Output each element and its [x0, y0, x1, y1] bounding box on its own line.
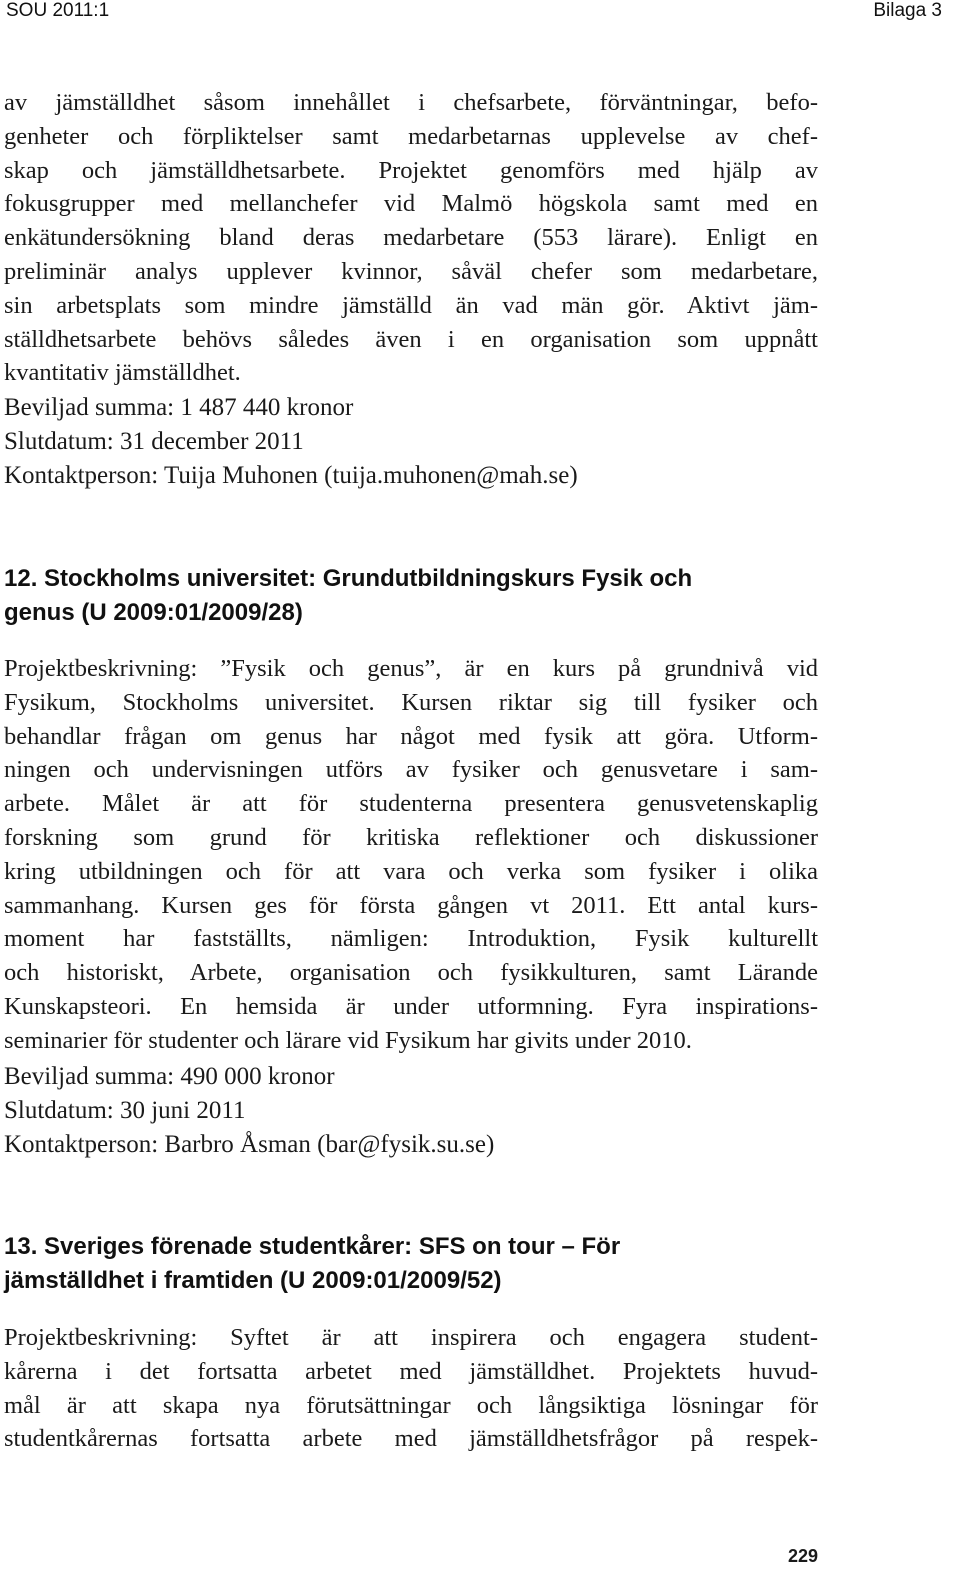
text-line: fokusgrupper med mellanchefer vid Malmö högskola samt med en [4, 190, 818, 218]
amount-row [4, 1060, 494, 1094]
contact-value: Tuija Muhonen (tuija.muhonen@mah.se) [158, 462, 578, 489]
section-11-body [4, 86, 818, 390]
text-line: kring utbildningen och för att vara och verka som fysiker i olika [4, 857, 818, 885]
text-fragment: ”Fysik och genus”, är en kurs på grundnivå vid [197, 655, 818, 682]
heading-line: 12. Stockholms universitet: Grundutbildningskurs Fysik och [4, 565, 693, 592]
section-13-body [4, 1321, 818, 1456]
text-line: arbete. Målet är att för studenterna presentera genusvetenskaplig [4, 790, 818, 818]
heading-line: jämställdhet i framtiden (U 2009:01/2009/52) [4, 1267, 502, 1294]
end-date-label: Slutdatum: [4, 428, 114, 455]
text-line: ställdhetsarbete behövs således även i en organisation som uppnått [4, 325, 818, 353]
section-13-heading [4, 1230, 824, 1298]
page-number: 229 [787, 1546, 818, 1566]
contact-label: Kontaktperson: [4, 462, 159, 489]
heading-line: genus (U 2009:01/2009/28) [4, 599, 303, 626]
contact-value: Barbro Åsman (bar@fysik.su.se) [158, 1131, 495, 1158]
end-date-value: 31 december 2011 [113, 428, 304, 455]
text-line: ningen och undervisningen utförs av fysiker och genusvetare i sam- [4, 756, 818, 784]
text-line [4, 652, 818, 686]
end-date-value: 30 juni 2011 [113, 1097, 246, 1124]
text-line: enkätundersökning bland deras medarbetare (553 lärare). Enligt en [4, 224, 818, 252]
text-line: och historiskt, Arbete, organisation och fysikkulturen, samt Lärande [4, 959, 818, 987]
section-12-meta [4, 1060, 494, 1162]
contact-row [4, 1128, 494, 1162]
text-line: seminarier för studenter och lärare vid Fysikum har givits under 2010. [4, 1026, 692, 1054]
text-line: Fysikum, Stockholms universitet. Kursen riktar sig till fysiker och [4, 688, 818, 716]
text-line: Kunskapsteori. En hemsida är under utformning. Fyra inspirations- [4, 992, 818, 1020]
text-line: studentkårernas fortsatta arbete med jämställdhetsfrågor på respek- [4, 1425, 818, 1453]
end-date-row [4, 425, 578, 459]
description-label: Projektbeskrivning: [4, 1324, 198, 1351]
text-line: forskning som grund för kritiska reflektioner och diskussioner [4, 823, 818, 851]
section-12-heading [4, 562, 824, 630]
end-date-label: Slutdatum: [4, 1097, 114, 1124]
text-line: behandlar frågan om genus har något med fysik att göra. Utform- [4, 722, 818, 750]
heading-line: 13. Sveriges förenade studentkårer: SFS on tour – För [4, 1233, 621, 1260]
text-line: preliminär analys upplever kvinnor, såväl chefer som medarbetare, [4, 257, 818, 285]
amount-label: Beviljad summa: [4, 1063, 175, 1090]
running-header-left: SOU 2011:1 [6, 0, 110, 21]
text-line [4, 1321, 818, 1355]
amount-value: 490 000 kronor [174, 1063, 335, 1090]
contact-label: Kontaktperson: [4, 1131, 159, 1158]
text-line: mål är att skapa nya förutsättningar och långsiktiga lösningar för [4, 1391, 818, 1419]
section-11-meta [4, 391, 578, 493]
text-line: skap och jämställdhetsarbete. Projektet genomförs med hjälp av [4, 156, 818, 184]
text-line: av jämställdhet såsom innehållet i chefsarbete, förväntningar, befo- [4, 89, 818, 116]
amount-label: Beviljad summa: [4, 394, 175, 421]
text-line: kårerna i det fortsatta arbetet med jämställdhet. Projektets huvud- [4, 1357, 818, 1385]
end-date-row [4, 1094, 494, 1128]
contact-row [4, 459, 578, 493]
text-line: sin arbetsplats som mindre jämställd än vad män gör. Aktivt jäm- [4, 291, 818, 319]
section-12-body [4, 652, 818, 1058]
text-fragment: Syftet är att inspirera och engagera student- [197, 1324, 818, 1351]
amount-value: 1 487 440 kronor [174, 394, 354, 421]
text-line: moment har fastställts, nämligen: Introduktion, Fysik kulturellt [4, 925, 818, 953]
text-line: genheter och förpliktelser samt medarbetarnas upplevelse av chef- [4, 122, 818, 150]
amount-row [4, 391, 578, 425]
text-line: kvantitativ jämställdhet. [4, 359, 241, 387]
text-line: sammanhang. Kursen ges för första gången vt 2011. Ett antal kurs- [4, 891, 818, 919]
running-header-right: Bilaga 3 [873, 0, 942, 21]
description-label: Projektbeskrivning: [4, 655, 198, 682]
